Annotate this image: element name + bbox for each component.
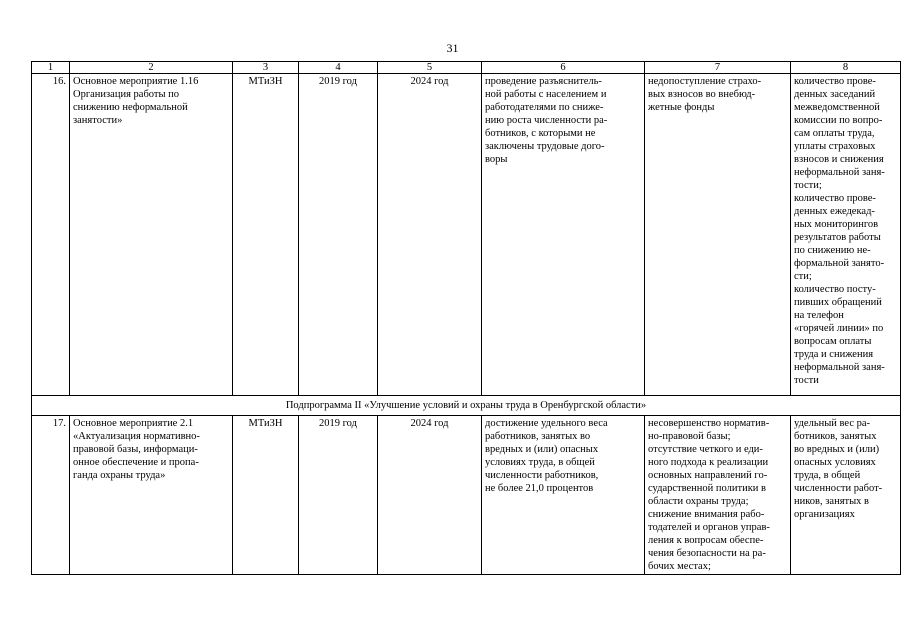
text-line: ботников, занятых bbox=[794, 431, 877, 442]
column-number: 3 bbox=[233, 62, 299, 74]
start-year-cell: 2019 год bbox=[299, 74, 378, 396]
text-line: вредных и (или) опасных bbox=[485, 444, 599, 455]
column-number: 2 bbox=[70, 62, 233, 74]
text-line: уплаты страховых bbox=[794, 141, 876, 152]
text-line: несовершенство норматив- bbox=[648, 418, 770, 429]
text-line: опасных условиях bbox=[794, 457, 876, 468]
result-cell bbox=[482, 74, 645, 396]
executor-cell: МТиЗН bbox=[233, 74, 299, 396]
text-line: правовой базы, информаци- bbox=[73, 444, 198, 455]
text-line: неформальной заня- bbox=[794, 167, 885, 178]
text-line: заключены трудовые дого- bbox=[485, 141, 605, 152]
text-line: ников, занятых в bbox=[794, 496, 869, 507]
text-line: «Актуализация нормативно- bbox=[73, 431, 200, 442]
text-line: отсутствие четкого и еди- bbox=[648, 444, 763, 455]
text-line: ления к вопросам обеспе- bbox=[648, 535, 764, 546]
column-number: 1 bbox=[32, 62, 70, 74]
text-line: Организация работы по bbox=[73, 89, 180, 100]
indicators-cell bbox=[791, 416, 901, 575]
result-cell bbox=[482, 416, 645, 575]
text-line: чения безопасности на ра- bbox=[648, 548, 766, 559]
text-line: пивших обращений bbox=[794, 297, 882, 308]
text-line: результатов работы bbox=[794, 232, 881, 243]
text-line: вопросам оплаты bbox=[794, 336, 872, 347]
text-line: взносов и снижения bbox=[794, 154, 884, 165]
text-line: Основное мероприятие 2.1 bbox=[73, 418, 194, 429]
column-number: 8 bbox=[791, 62, 901, 74]
start-year-cell: 2019 год bbox=[299, 416, 378, 575]
text-line: по снижению не- bbox=[794, 245, 871, 256]
text-line: межведомственной bbox=[794, 102, 880, 113]
text-line: сударственной политики в bbox=[648, 483, 767, 494]
text-line: снижение внимания рабо- bbox=[648, 509, 765, 520]
activities-table bbox=[31, 61, 901, 575]
column-number: 5 bbox=[378, 62, 482, 74]
row-number: 16. bbox=[32, 74, 70, 396]
text-line: тости bbox=[794, 375, 819, 386]
text-line: количество прове- bbox=[794, 193, 876, 204]
text-line: количество прове- bbox=[794, 76, 876, 87]
executor-cell: МТиЗН bbox=[233, 416, 299, 575]
column-number-row bbox=[32, 62, 901, 74]
table-row-16 bbox=[32, 74, 901, 396]
text-line: онное обеспечение и пропа- bbox=[73, 457, 199, 468]
text-line: труда и снижения bbox=[794, 349, 874, 360]
text-line: жетные фонды bbox=[648, 102, 715, 113]
column-number: 7 bbox=[645, 62, 791, 74]
text-line: труда, в общей bbox=[794, 470, 861, 481]
text-line: неформальной заня- bbox=[794, 362, 885, 373]
text-line: численности работников, bbox=[485, 470, 599, 481]
page-number: 31 bbox=[446, 41, 459, 55]
text-line: денных ежедекад- bbox=[794, 206, 875, 217]
text-line: вых взносов во внебюд- bbox=[648, 89, 756, 100]
text-line: области охраны труда; bbox=[648, 496, 749, 507]
text-line: формальной занято- bbox=[794, 258, 885, 269]
column-number: 6 bbox=[482, 62, 645, 74]
text-line: тодателей и органов управ- bbox=[648, 522, 770, 533]
text-line: тости; bbox=[794, 180, 822, 191]
text-line: сти; bbox=[794, 271, 812, 282]
text-line: недопоступление страхо- bbox=[648, 76, 762, 87]
end-year-cell: 2024 год bbox=[378, 416, 482, 575]
text-line: работодателями по сниже- bbox=[485, 102, 604, 113]
text-line: на телефон bbox=[794, 310, 844, 321]
text-line: ной работы с населением и bbox=[485, 89, 607, 100]
text-line: проведение разъяснитель- bbox=[485, 76, 602, 87]
column-number: 4 bbox=[299, 62, 378, 74]
text-line: численности работ- bbox=[794, 483, 883, 494]
text-line: ного подхода к реализации bbox=[648, 457, 769, 468]
text-line: организациях bbox=[794, 509, 855, 520]
subprogram-title: Подпрограмма II «Улучшение условий и охраны труда в Оренбургской области» bbox=[32, 396, 901, 416]
indicators-cell bbox=[791, 74, 901, 396]
text-line: количество посту- bbox=[794, 284, 876, 295]
text-line: нию роста численности ра- bbox=[485, 115, 608, 126]
text-line: условиях труда, в общей bbox=[485, 457, 595, 468]
text-line: ных мониторингов bbox=[794, 219, 879, 230]
text-line: во вредных и (или) bbox=[794, 444, 880, 455]
text-line: Основное мероприятие 1.16 bbox=[73, 76, 199, 87]
text-line: занятости» bbox=[73, 115, 123, 126]
text-line: комиссии по вопро- bbox=[794, 115, 883, 126]
text-line: ботников, с которыми не bbox=[485, 128, 596, 139]
activity-cell bbox=[70, 74, 233, 396]
text-line: удельный вес ра- bbox=[794, 418, 871, 429]
text-line: достижение удельного веса bbox=[485, 418, 608, 429]
activity-cell bbox=[70, 416, 233, 575]
text-line: бочих местах; bbox=[648, 561, 711, 572]
consequences-cell bbox=[645, 416, 791, 575]
row-number: 17. bbox=[32, 416, 70, 575]
text-line: работников, занятых во bbox=[485, 431, 591, 442]
text-line: не более 21,0 процентов bbox=[485, 483, 594, 494]
text-line: денных заседаний bbox=[794, 89, 876, 100]
text-line: основных направлений го- bbox=[648, 470, 768, 481]
subprogram-row bbox=[32, 396, 901, 416]
text-line: ганда охраны труда» bbox=[73, 470, 166, 481]
consequences-cell bbox=[645, 74, 791, 396]
table-row-17 bbox=[32, 416, 901, 575]
text-line: сам оплаты труда, bbox=[794, 128, 875, 139]
text-line: снижению неформальной bbox=[73, 102, 188, 113]
text-line: воры bbox=[485, 154, 508, 165]
text-line: «горячей линии» по bbox=[794, 323, 884, 334]
end-year-cell: 2024 год bbox=[378, 74, 482, 396]
text-line: но-правовой базы; bbox=[648, 431, 731, 442]
